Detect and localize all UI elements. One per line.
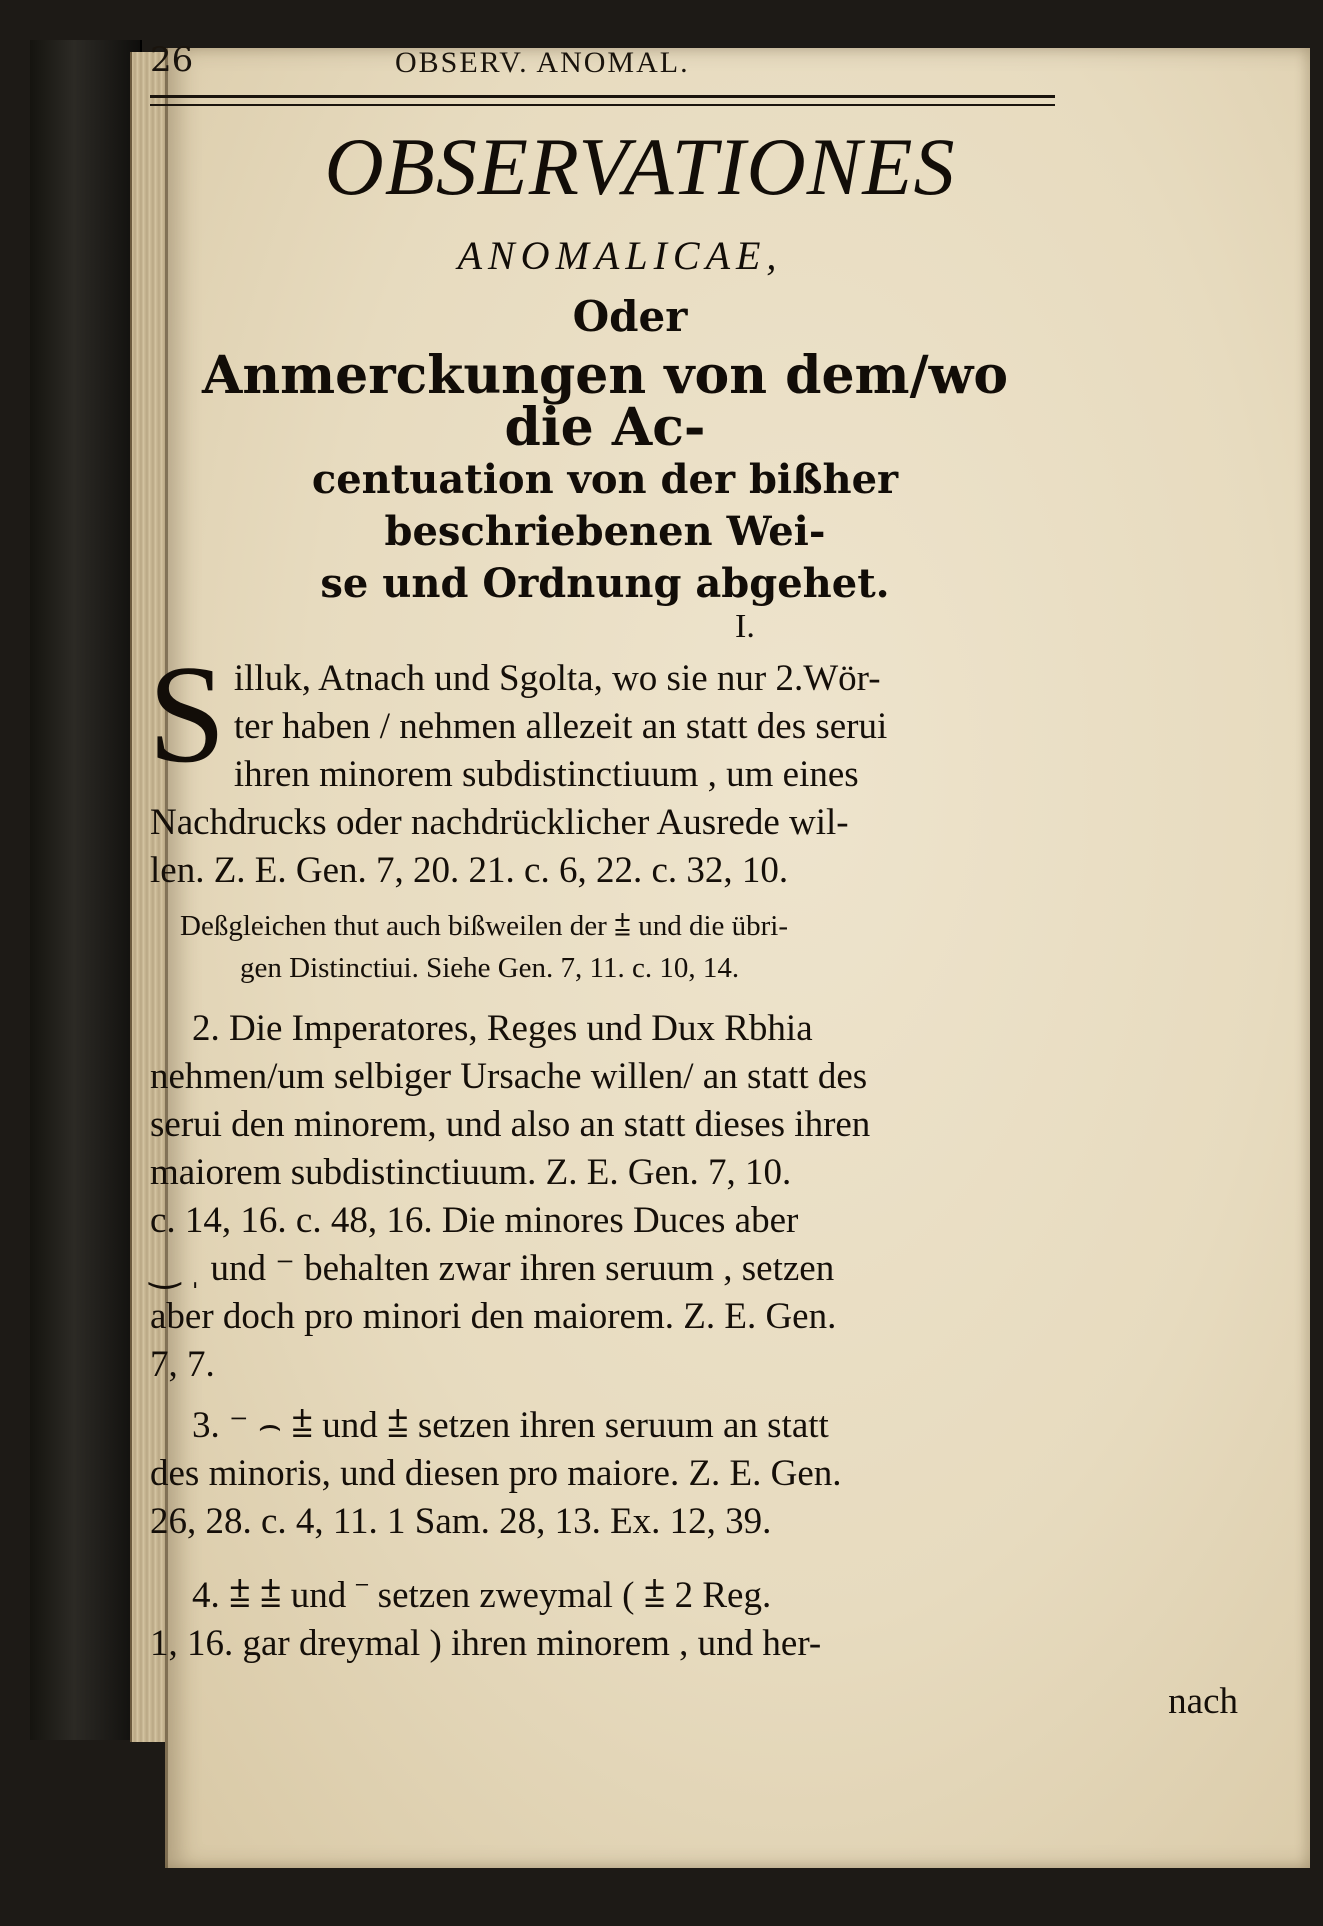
section-number: I. — [735, 608, 755, 645]
text-line: nehmen/um selbiger Ursache willen/ an statt des — [150, 1056, 868, 1097]
text-line: 4. ⩲ ⩲ und ⁻ setzen zweymal ( ⩲ 2 Reg. — [192, 1575, 772, 1616]
text-line: serui den minorem, und also an statt dieses ihren — [150, 1104, 871, 1145]
text-line: ‿ ˌ und ⁻ behalten zwar ihren seruum , setzen — [150, 1248, 835, 1289]
text-line: 1, 16. gar dreymal ) ihren minorem , und her- — [150, 1623, 822, 1664]
text-line: len. Z. E. Gen. 7, 20. 21. c. 6, 22. c. 32, 10. — [150, 850, 789, 891]
main-title: OBSERVATIONES — [324, 121, 956, 212]
page-number: 26 — [150, 40, 194, 80]
text-line: 3. ⁻ ⌢ ⩲ und ⩲ setzen ihren seruum an statt — [192, 1405, 829, 1446]
header-rule — [150, 95, 1055, 106]
note-line: gen Distinctiui. Siehe Gen. 7, 11. c. 10, 14. — [240, 952, 740, 984]
text-line: 26, 28. c. 4, 11. 1 Sam. 28, 13. Ex. 12, 39. — [150, 1501, 772, 1542]
running-title: OBSERV. ANOMAL. — [395, 46, 690, 79]
text-line: maiorem subdistinctiuum. Z. E. Gen. 7, 10. — [150, 1152, 792, 1193]
text-line: aber doch pro minori den maiorem. Z. E. Gen. — [150, 1296, 837, 1337]
german-title-line: centuation von der bißher beschriebenen Wei- — [311, 456, 899, 555]
german-title — [150, 345, 1060, 610]
subtitle: ANOMALICAE, — [457, 233, 783, 278]
text-line: Nachdrucks oder nachdrücklicher Ausrede wil- — [150, 802, 849, 843]
paragraph-2 — [150, 1005, 1060, 1389]
text-line: c. 14, 16. c. 48, 16. Die minores Duces aber — [150, 1200, 799, 1241]
paragraph-3 — [150, 1402, 1060, 1546]
paragraph-1 — [148, 637, 1060, 895]
note-line: Deßgleichen thut auch bißweilen der ⩲ und die übri- — [180, 910, 789, 942]
german-title-line: Anmerckungen von dem/wo die Ac- — [201, 345, 1009, 458]
title-oder: Oder — [572, 292, 688, 341]
drop-cap: S — [148, 637, 226, 792]
german-title-line: se und Ordnung abgehet. — [320, 560, 890, 607]
running-head — [150, 40, 1050, 100]
note-block — [180, 905, 1040, 989]
paragraph-4 — [150, 1572, 1060, 1668]
text-line: 7, 7. — [150, 1344, 215, 1385]
text-line: 2. Die Imperatores, Reges und Dux Rbhia — [192, 1008, 813, 1049]
text-line: ter haben / nehmen allezeit an statt des serui — [233, 706, 888, 747]
text-line: illuk, Atnach und Sgolta, wo sie nur 2.Wör- — [233, 658, 881, 699]
text-line: ihren minorem subdistinctiuum , um eines — [233, 754, 859, 795]
catchword: nach — [1168, 1681, 1238, 1722]
text-line: des minoris, und diesen pro maiore. Z. E. Gen. — [150, 1453, 842, 1494]
book-spine — [30, 40, 142, 1740]
